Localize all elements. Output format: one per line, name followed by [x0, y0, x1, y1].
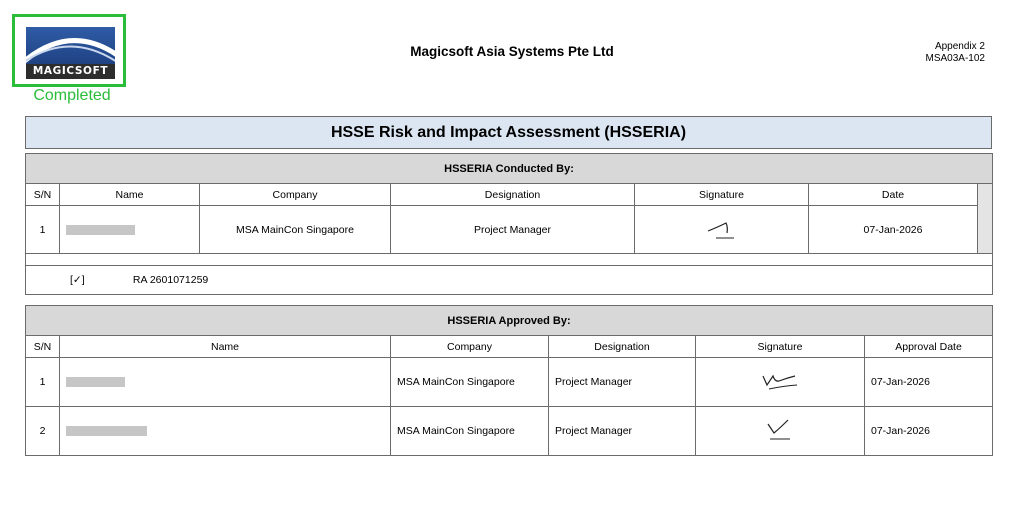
col-header-company: Company — [200, 184, 391, 206]
table-row — [26, 206, 993, 254]
row-designation: Project Manager — [549, 407, 696, 456]
redacted-name — [66, 426, 147, 436]
conducted-by-table — [25, 153, 993, 295]
row-approval-date: 07-Jan-2026 — [865, 358, 993, 407]
spacer-row — [26, 254, 993, 266]
appendix-block — [926, 41, 985, 65]
scroll-gutter — [978, 184, 993, 254]
logo-wordmark: MAGICSOFT — [26, 64, 115, 79]
col-header-sn: S/N — [26, 336, 60, 358]
row-name-redacted — [60, 358, 391, 407]
col-header-designation: Designation — [391, 184, 635, 206]
row-company: MSA MainCon Singapore — [391, 358, 549, 407]
page-title: HSSE Risk and Impact Assessment (HSSERIA) — [25, 116, 992, 149]
appendix-label: Appendix 2 — [934, 41, 985, 52]
col-header-date: Date — [809, 184, 978, 206]
row-name-redacted — [60, 407, 391, 456]
row-date: 07-Jan-2026 — [809, 206, 978, 254]
table-row — [26, 407, 993, 456]
redacted-name — [66, 377, 125, 387]
ra-number: RA 2601071259 — [132, 274, 209, 286]
row-designation: Project Manager — [391, 206, 635, 254]
approved-heading: HSSERIA Approved By: — [26, 306, 993, 336]
signature-image — [757, 368, 803, 396]
row-approval-date: 07-Jan-2026 — [865, 407, 993, 456]
company-name: Magicsoft Asia Systems Pte Ltd — [410, 44, 614, 59]
col-header-name: Name — [60, 184, 200, 206]
row-designation: Project Manager — [549, 358, 696, 407]
row-name-redacted — [60, 206, 200, 254]
col-header-designation: Designation — [549, 336, 696, 358]
conducted-heading: HSSERIA Conducted By: — [26, 154, 993, 184]
row-company: MSA MainCon Singapore — [200, 206, 391, 254]
col-header-name: Name — [60, 336, 391, 358]
signature-image — [760, 416, 800, 446]
col-header-signature: Signature — [696, 336, 865, 358]
col-header-company: Company — [391, 336, 549, 358]
signature-image — [702, 217, 742, 243]
col-header-sn: S/N — [26, 184, 60, 206]
row-company: MSA MainCon Singapore — [391, 407, 549, 456]
redacted-name — [66, 225, 135, 235]
row-signature — [696, 358, 865, 407]
row-signature — [696, 407, 865, 456]
ra-checkbox[interactable]: [✓] — [70, 274, 85, 286]
status-completed: Completed — [33, 87, 111, 104]
col-header-signature: Signature — [635, 184, 809, 206]
table-row — [26, 358, 993, 407]
row-signature — [635, 206, 809, 254]
row-sn: 1 — [26, 358, 60, 407]
document-code: MSA03A-102 — [925, 53, 985, 64]
approved-by-table — [25, 305, 993, 456]
ra-reference-row — [26, 266, 993, 295]
row-sn: 1 — [26, 206, 60, 254]
row-sn: 2 — [26, 407, 60, 456]
col-header-approval-date: Approval Date — [865, 336, 993, 358]
